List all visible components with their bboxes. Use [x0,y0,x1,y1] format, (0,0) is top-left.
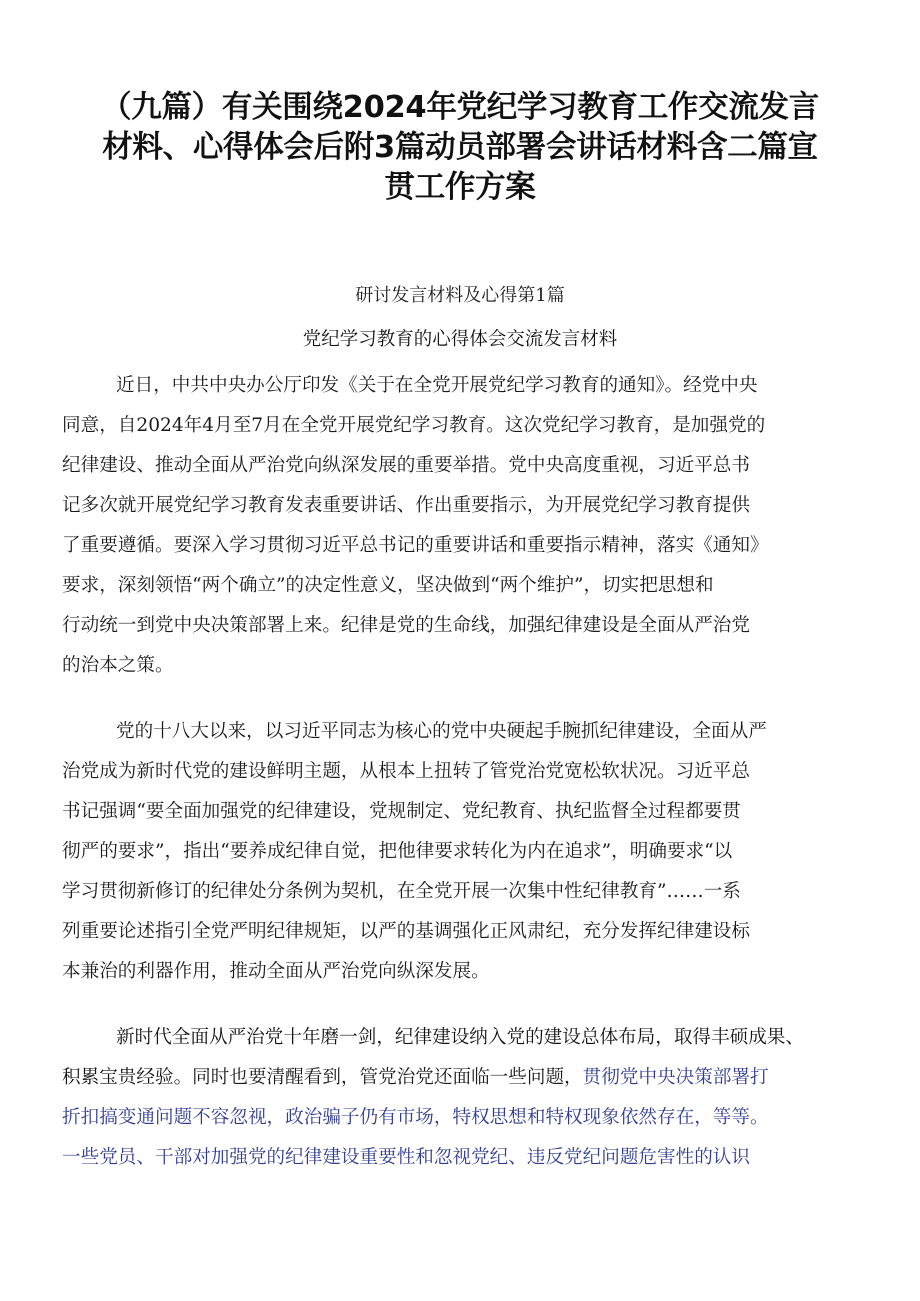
text-line: 一些党员、干部对加强党的纪律建设重要性和忽视党纪、违反党纪问题危害性的认识 [62,1147,750,1168]
document-title [90,88,830,208]
text-fragment: 同时也要清醒看到，管党治党还面临一些问题， [192,1067,583,1088]
text-fragment: 贯彻党中央决策部署打 [582,1067,769,1088]
text-line [62,1060,862,1100]
text-line: 行动统一到党中央决策部署上来。纪律是党的生命线，加强纪律建设是全面从严治党 [62,615,750,636]
text-line: 彻严的要求”，指出“要养成纪律自觉，把他律要求转化为内在追求”，明确要求“以 [62,841,733,862]
text-line: 学习贯彻新修订的纪律处分条例为契机，在全党开展一次集中性纪律教育”……一系 [62,881,741,902]
text-line: 新时代全面从严治党十年磨一剑，纪律建设纳入党的建设总体布局，取得丰硕成果、 [116,1027,804,1048]
text-line: 治党成为新时代党的建设鲜明主题，从根本上扭转了管党治党宽松软状况。习近平总 [62,761,750,782]
text-line: 近日，中共中央办公厅印发《关于在全党开展党纪学习教育的通知》。经党中央 [116,375,758,396]
text-fragment: 积累宝贵经验。 [62,1067,193,1088]
text-line: 党的十八大以来，以习近平同志为核心的党中央硬起手腕抓纪律建设，全面从严 [116,721,767,742]
section-label: 研讨发言材料及心得第1篇 [355,285,565,306]
title-line: 材料、心得体会后附3篇动员部署会讲话材料含二篇宣 [102,130,818,165]
title-line: 贯工作方案 [384,170,536,205]
text-line: 纪律建设、推动全面从严治党向纵深发展的重要举措。党中央高度重视，习近平总书 [62,455,750,476]
title-line: （九篇）有关围绕2024年党纪学习教育工作交流发言 [101,90,819,125]
text-line: 折扣搞变通问题不容忽视，政治骗子仍有市场，特权思想和特权现象依然存在，等等。 [62,1107,769,1128]
text-line: 列重要论述指引全党严明纪律规矩，以严的基调强化正风肃纪，充分发挥纪律建设标 [62,921,750,942]
article-subtitle: 党纪学习教育的心得体会交流发言材料 [302,329,618,350]
text-line: 同意，自2024年4月至7月在全党开展党纪学习教育。这次党纪学习教育，是加强党的 [62,415,766,436]
text-line: 记多次就开展党纪学习教育发表重要讲话、作出重要指示，为开展党纪学习教育提供 [62,495,750,516]
text-line: 的治本之策。 [62,655,174,676]
text-line: 书记强调“要全面加强党的纪律建设，党规制定、党纪教育、执纪监督全过程都要贯 [62,801,741,822]
text-line: 了重要遵循。要深入学习贯彻习近平总书记的重要讲话和重要指示精神，落实《通知》 [62,535,769,556]
text-line: 本兼治的利器作用，推动全面从严治党向纵深发展。 [62,961,490,982]
text-line: 要求，深刻领悟“两个确立”的决定性意义，坚决做到“两个维护”，切实把思想和 [62,575,714,596]
